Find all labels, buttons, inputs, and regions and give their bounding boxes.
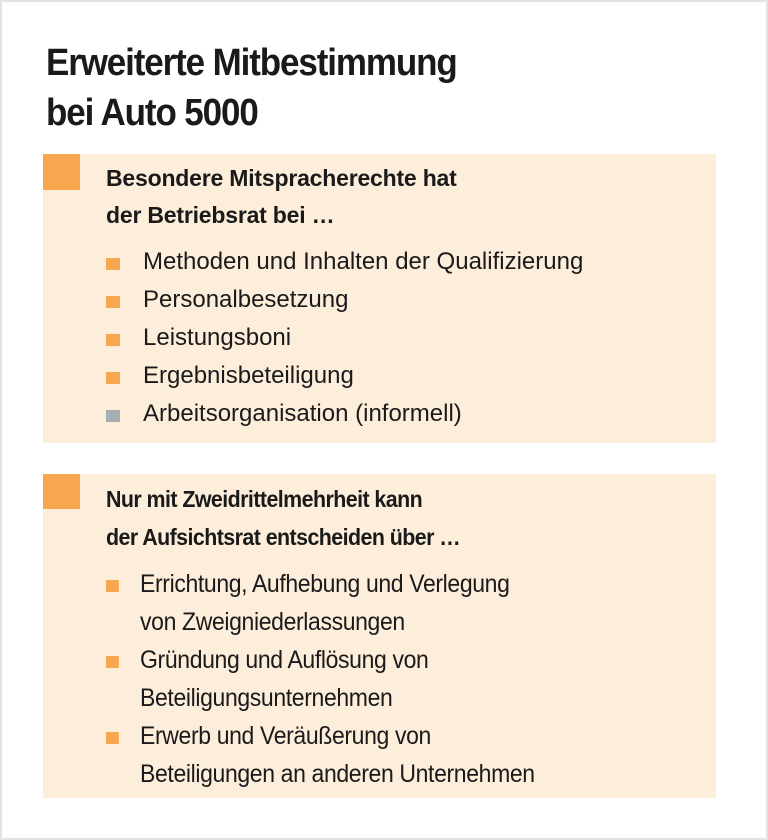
list-item: [106, 243, 583, 281]
orange-square-bullet-icon: [106, 656, 119, 668]
orange-square-bullet-icon: [106, 296, 120, 308]
list-item-text: Ergebnisbeteiligung: [143, 362, 354, 389]
section-heading: [106, 160, 457, 234]
supervisory-board-panel: [43, 474, 716, 798]
orange-square-bullet-icon: [106, 732, 119, 744]
list-item-text: Methoden und Inhalten der Qualifizierung: [143, 248, 584, 275]
list-item: [106, 319, 583, 357]
works-council-rights-list: [106, 243, 583, 433]
section-heading-line-1: Besondere Mitspracherechte hat: [106, 165, 457, 191]
orange-square-bullet-icon: [106, 334, 120, 346]
list-item-text: Personalbesetzung: [143, 286, 349, 313]
supervisory-board-decisions-list: [106, 565, 703, 793]
title-line-1: Erweiterte Mitbestimmung: [46, 42, 457, 84]
gray-square-bullet-icon: [106, 410, 120, 422]
works-council-rights-panel: [43, 154, 716, 443]
section-heading-line-2: der Aufsichtsrat entscheiden über …: [106, 524, 461, 550]
list-item: [106, 281, 583, 319]
title-line-2: bei Auto 5000: [46, 92, 258, 134]
list-item-text-line-1: Gründung und Auflösung von: [140, 646, 429, 674]
section-heading-line-2: der Betriebsrat bei …: [106, 202, 335, 228]
list-item-text-line-2: Beteiligungen an anderen Unternehmen: [140, 760, 535, 788]
list-item-text-line-1: Errichtung, Aufhebung und Verlegung: [140, 570, 510, 598]
section-heading-line-1: Nur mit Zweidrittelmehrheit kann: [106, 486, 423, 512]
list-item: [106, 717, 655, 793]
list-item: [106, 641, 655, 717]
page-title: [46, 38, 672, 138]
orange-square-bullet-icon: [106, 580, 119, 592]
list-item-text-line-1: Erwerb und Veräußerung von: [140, 722, 431, 750]
list-item-text: Leistungsboni: [143, 324, 292, 351]
orange-square-bullet-icon: [106, 258, 120, 270]
section-heading: [106, 480, 460, 556]
list-item: [106, 357, 583, 395]
list-item-text-line-2: Beteiligungsunternehmen: [140, 684, 393, 712]
list-item: [106, 395, 583, 433]
orange-square-bullet-icon: [106, 372, 120, 384]
list-item-text: Arbeitsorganisation (informell): [143, 400, 462, 427]
list-item-text-line-2: von Zweigniederlassungen: [140, 608, 405, 636]
section-marker-square-icon: [43, 474, 80, 509]
section-marker-square-icon: [43, 154, 80, 190]
list-item: [106, 565, 655, 641]
